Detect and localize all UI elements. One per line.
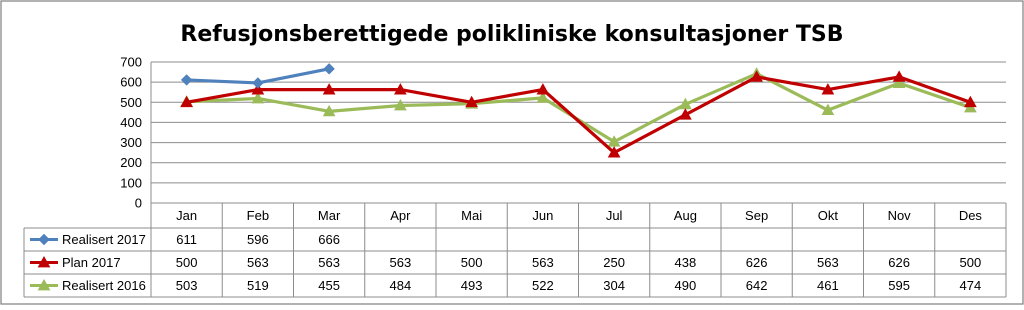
table-cell-value: 490 — [674, 278, 697, 293]
x-tick-label: Mar — [317, 208, 341, 223]
x-tick-label: Des — [958, 208, 982, 223]
table-cell-value: 455 — [318, 278, 340, 293]
y-tick-label: 400 — [120, 114, 142, 130]
table-cell-value: 500 — [175, 255, 198, 270]
table-cell-value: 626 — [888, 255, 910, 270]
y-tick-label: 300 — [120, 135, 142, 151]
x-tick-label: Jun — [532, 208, 554, 223]
x-tick-label: Feb — [246, 208, 270, 223]
table-cell-value: 563 — [817, 255, 839, 270]
table-cell-value: 596 — [247, 232, 269, 247]
table-cell-value: 563 — [532, 255, 554, 270]
y-tick-label: 100 — [120, 175, 142, 191]
table-cell-value: 642 — [745, 278, 768, 293]
table-cell-value: 474 — [959, 278, 982, 293]
table-cell-value: 563 — [318, 255, 340, 270]
table-cell-value: 563 — [247, 255, 269, 270]
y-tick-label: 700 — [120, 54, 142, 70]
table-cell-value: 500 — [959, 255, 982, 270]
legend-label: Plan 2017 — [62, 255, 121, 270]
x-tick-label: Jan — [176, 208, 198, 223]
y-tick-label: 500 — [120, 94, 142, 110]
table-cell-value: 304 — [603, 278, 625, 293]
table-cell-value: 500 — [460, 255, 483, 270]
x-tick-label: Nov — [887, 208, 911, 223]
table-cell-value: 522 — [532, 278, 554, 293]
y-tick-label: 200 — [120, 155, 142, 171]
y-tick-label: 600 — [120, 74, 142, 90]
table-cell-value: 626 — [745, 255, 768, 270]
table-cell-value: 595 — [888, 278, 910, 293]
x-tick-label: Okt — [817, 208, 838, 223]
table-cell-value: 493 — [460, 278, 483, 293]
x-tick-label: Jul — [605, 208, 623, 223]
table-cell-value: 250 — [603, 255, 625, 270]
table-cell-value: 611 — [176, 232, 197, 247]
table-cell-value: 519 — [247, 278, 269, 293]
table-cell-value: 563 — [389, 255, 412, 270]
x-tick-label: Apr — [390, 208, 411, 223]
x-tick-label: Mai — [461, 208, 483, 223]
y-tick-label: 0 — [134, 195, 142, 211]
table-cell-value: 503 — [175, 278, 198, 293]
table-cell-value: 461 — [817, 278, 839, 293]
table-cell-value: 666 — [318, 232, 340, 247]
x-tick-label: Sep — [745, 208, 769, 223]
legend-label: Realisert 2016 — [62, 278, 146, 293]
chart-title: Refusjonsberettigede polikliniske konsultasjoner TSB — [180, 22, 844, 47]
x-tick-label: Aug — [673, 208, 697, 223]
table-cell-value: 484 — [389, 278, 412, 293]
table-cell-value: 438 — [674, 255, 697, 270]
legend-label: Realisert 2017 — [62, 232, 146, 247]
